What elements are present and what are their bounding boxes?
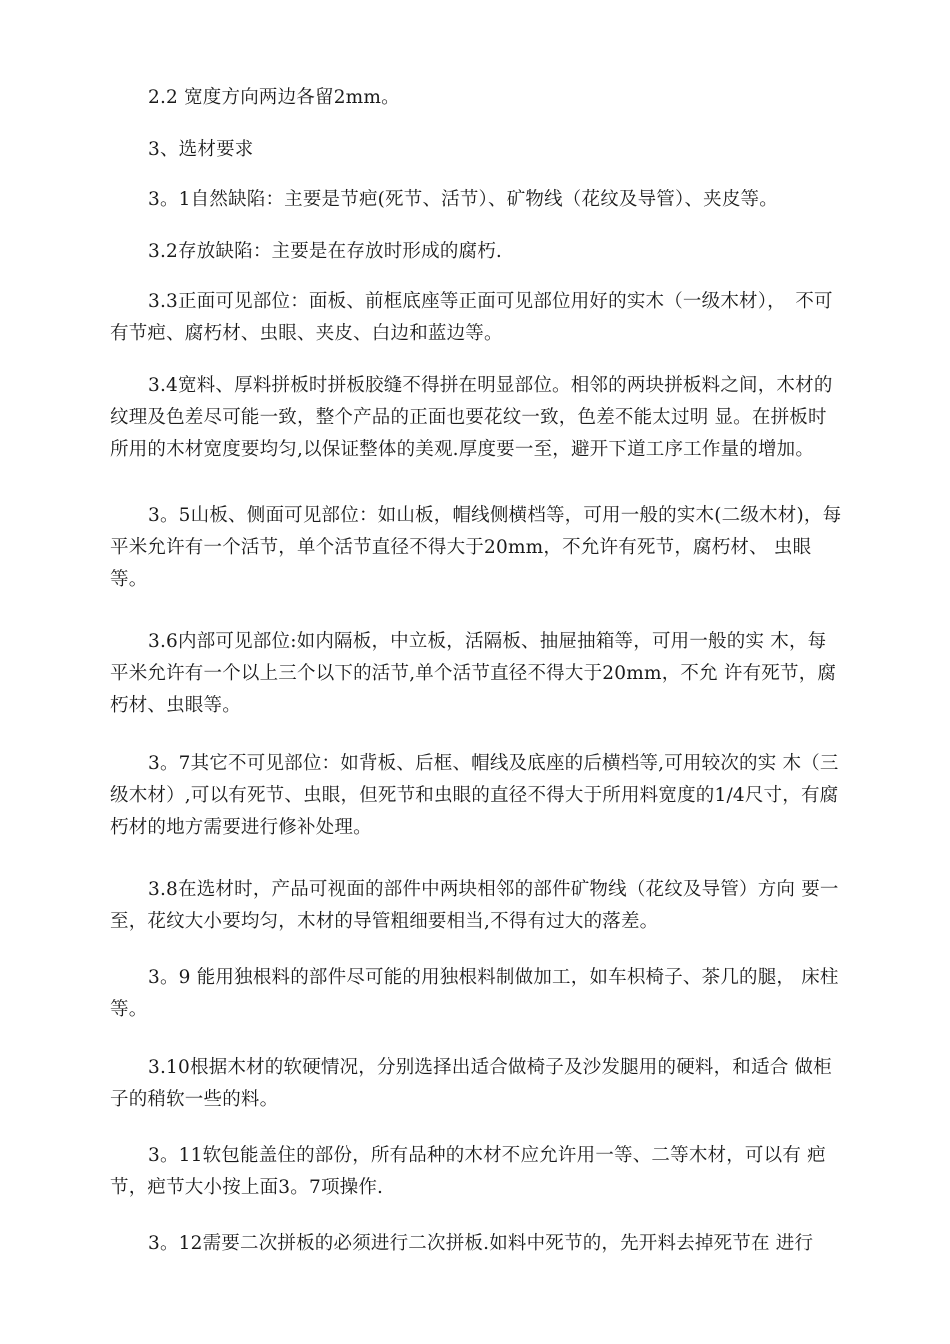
- paragraph-3-12: 3。12需要二次拼板的必须进行二次拼板.如料中死节的，先开料去掉死节在 进行: [148, 1233, 814, 1254]
- paragraph-3-8: 3.8在选材时，产品可视面的部件中两块相邻的部件矿物线（花纹及导管）方向 要一至，花纹大小要均匀，木材的导管粗细要相当,不得有过大的落差。: [110, 879, 839, 932]
- paragraph-2-2: 2.2 宽度方向两边各留2mm。: [148, 87, 400, 108]
- paragraph-3-1: 3。1自然缺陷：主要是节疤(死节、活节）、矿物线（花纹及导管）、夹皮等。: [148, 189, 778, 210]
- section-heading-3: 3、选材要求: [148, 139, 254, 160]
- paragraph-3-9: 3。9 能用独根料的部件尽可能的用独根料制做加工，如车枳椅子、茶几的腿， 床柱等。: [110, 967, 839, 1020]
- paragraph-3-7: 3。7其它不可见部位：如背板、后框、帽线及底座的后横档等,可用较次的实 木（三级木材）,可以有死节、虫眼，但死节和虫眼的直径不得大于所用料宽度的1/4尺寸，有腐朽材的地方需要进行修补处理。: [110, 753, 839, 838]
- paragraph-3-2: 3.2存放缺陷：主要是在存放时形成的腐朽.: [148, 241, 503, 262]
- paragraph-3-6: 3.6内部可见部位:如内隔板，中立板，活隔板、抽屉抽箱等，可用一般的实 木，每平米允许有一个以上三个以下的活节,单个活节直径不得大于20mm，不允 许有死节，腐朽材、虫眼等。: [110, 631, 837, 716]
- paragraph-3-5: 3。5山板、侧面可见部位：如山板，帽线侧横档等，可用一般的实木(二级木材)，每平米允许有一个活节，单个活节直径不得大于20mm，不允许有死节，腐朽材、 虫眼等。: [110, 505, 842, 590]
- paragraph-3-4: 3.4宽料、厚料拼板时拼板胶缝不得拼在明显部位。相邻的两块拼板料之间，木材的纹理及色差尽可能一致，整个产品的正面也要花纹一致，色差不能太过明 显。在拼板时所用的木材宽度要均匀,以保证整体的美观.厚度要一至，避开下道工序工作量的增加。: [110, 375, 833, 460]
- paragraph-3-10: 3.10根据木材的软硬情况，分别选择出适合做椅子及沙发腿用的硬料，和适合 做柜子的稍软一些的料。: [110, 1057, 832, 1110]
- paragraph-3-11: 3。11软包能盖住的部份，所有品种的木材不应允许用一等、二等木材，可以有 疤节，疤节大小按上面3。7项操作.: [110, 1145, 826, 1198]
- paragraph-3-3: 3.3正面可见部位：面板、前框底座等正面可见部位用好的实木（一级木材）， 不可有节疤、腐朽材、虫眼、夹皮、白边和蓝边等。: [110, 291, 833, 344]
